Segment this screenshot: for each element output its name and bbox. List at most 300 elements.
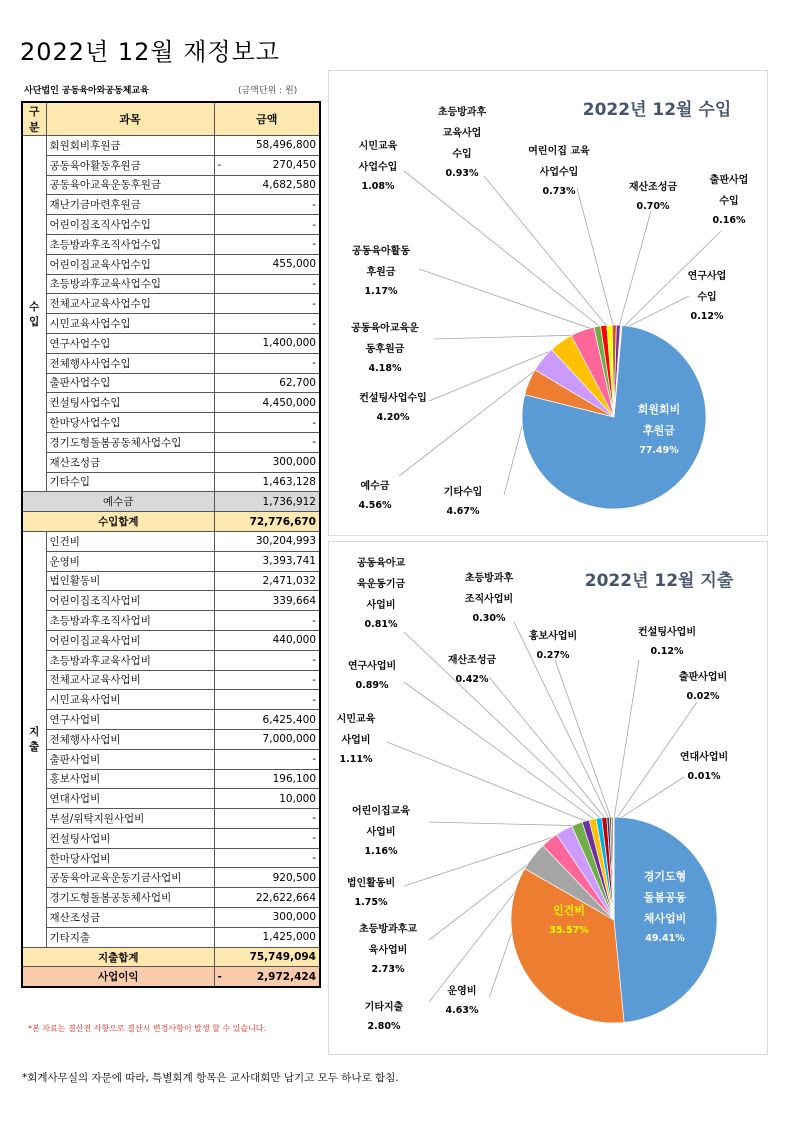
slice-label-text: 공동육아교 bbox=[356, 558, 406, 569]
expense-row bbox=[22, 531, 320, 551]
slice-label-text: 동후원금 bbox=[365, 344, 405, 355]
slice-label-text: 공동육아활동 bbox=[352, 246, 410, 257]
income-row bbox=[22, 234, 320, 254]
deposit-row bbox=[22, 492, 320, 512]
row-item: 어린이집교육사업비 bbox=[46, 630, 214, 650]
slice-label-text: 시민교육 bbox=[336, 714, 376, 725]
slice-label bbox=[629, 180, 678, 212]
slice-percent: 4.67% bbox=[446, 506, 480, 517]
amount-value: 4,450,000 bbox=[262, 396, 316, 409]
row-item: 어린이집교육사업수입 bbox=[46, 254, 214, 274]
row-item: 재산조성금 bbox=[46, 452, 214, 472]
row-amount bbox=[214, 789, 320, 809]
row-item: 시민교육사업수입 bbox=[46, 314, 214, 334]
row-amount bbox=[214, 175, 320, 195]
table-header-row bbox=[22, 102, 320, 136]
amount-value: - bbox=[312, 812, 316, 825]
income-row bbox=[22, 373, 320, 393]
slice-label bbox=[356, 556, 406, 630]
slice-percent: 0.16% bbox=[712, 215, 746, 226]
category-label: 지출 bbox=[22, 531, 46, 947]
row-amount bbox=[214, 551, 320, 571]
row-amount bbox=[214, 215, 320, 235]
slice-label bbox=[638, 625, 696, 657]
expense-row bbox=[22, 848, 320, 868]
amount-value: 455,000 bbox=[272, 258, 316, 271]
amount-value: 6,425,400 bbox=[262, 713, 316, 726]
slice-label-text: 회원회비 bbox=[637, 403, 681, 416]
row-item: 공동육아활동후원금 bbox=[46, 155, 214, 175]
leader-line bbox=[489, 677, 608, 822]
amount-value: 270,450 bbox=[272, 159, 316, 172]
amount-value: 4,682,580 bbox=[262, 178, 316, 191]
slice-label-text: 출판사업비 bbox=[678, 672, 728, 683]
row-item: 초등방과후조직사업수입 bbox=[46, 234, 214, 254]
footer-note: *회계사무실의 자문에 따라, 특별회계 항목은 교사대회만 남기고 모두 하나로 합침. bbox=[22, 1072, 399, 1084]
amount-value: - bbox=[312, 693, 316, 706]
row-item: 법인활동비 bbox=[46, 571, 214, 591]
amount-value: 7,000,000 bbox=[262, 733, 316, 746]
slice-percent: 0.30% bbox=[472, 613, 506, 624]
expense-row bbox=[22, 650, 320, 670]
slice-label-text: 돌봄공동 bbox=[643, 891, 687, 904]
row-amount bbox=[214, 234, 320, 254]
amount-value: - bbox=[312, 753, 316, 766]
slice-label-text: 컨설팅사업비 bbox=[638, 627, 696, 638]
row-amount bbox=[214, 254, 320, 274]
slice-label bbox=[347, 876, 395, 908]
row-item: 어린이집조직사업수입 bbox=[46, 215, 214, 235]
amount-value: - bbox=[312, 832, 316, 845]
slice-label-text: 경기도형 bbox=[643, 870, 687, 883]
slice-label-text: 운영비 bbox=[447, 986, 477, 997]
header-amount: 금액 bbox=[214, 102, 320, 136]
row-amount bbox=[214, 136, 320, 156]
expense-pie-chart bbox=[329, 542, 767, 1054]
income-row bbox=[22, 314, 320, 334]
leader-line bbox=[429, 822, 587, 826]
slice-label-text: 육운동기금 bbox=[356, 579, 406, 590]
chart-title: 2022년 12월 지출 bbox=[584, 571, 734, 591]
row-item: 지출합계 bbox=[22, 947, 214, 967]
leader-line bbox=[404, 632, 605, 823]
amount-value: 300,000 bbox=[272, 456, 316, 469]
amount-value: 75,749,094 bbox=[249, 951, 316, 964]
income-row bbox=[22, 393, 320, 413]
row-amount bbox=[214, 690, 320, 710]
leader-line bbox=[618, 211, 651, 330]
slice-label-text: 연대사업비 bbox=[679, 752, 729, 763]
row-item: 한마당사업수입 bbox=[46, 413, 214, 433]
income-row bbox=[22, 333, 320, 353]
expense-row bbox=[22, 630, 320, 650]
row-amount bbox=[214, 314, 320, 334]
row-item: 연대사업비 bbox=[46, 789, 214, 809]
amount-value: 1,736,912 bbox=[262, 495, 316, 508]
income-chart-panel bbox=[328, 70, 768, 536]
row-amount bbox=[214, 710, 320, 730]
slice-percent: 35.57% bbox=[549, 925, 589, 936]
expense-row bbox=[22, 571, 320, 591]
amount-value: 58,496,800 bbox=[255, 139, 316, 152]
slice-percent: 49.41% bbox=[645, 933, 685, 944]
chart-title: 2022년 12월 수입 bbox=[582, 100, 732, 120]
slice-label-text: 법인활동비 bbox=[346, 878, 396, 889]
row-amount bbox=[214, 353, 320, 373]
slice-label-text: 기타수입 bbox=[443, 487, 483, 498]
row-amount bbox=[214, 294, 320, 314]
slice-label-text: 컨설팅사업수입 bbox=[359, 393, 427, 404]
row-item: 출판사업수입 bbox=[46, 373, 214, 393]
income-row bbox=[22, 195, 320, 215]
row-item: 전체교사교육사업비 bbox=[46, 670, 214, 690]
slice-label bbox=[528, 144, 590, 197]
row-item: 시민교육사업비 bbox=[46, 690, 214, 710]
slice-label-text: 사업비 bbox=[366, 827, 396, 838]
row-item: 컨설팅사업비 bbox=[46, 828, 214, 848]
slice-label-text: 어린이집교육 bbox=[352, 806, 410, 817]
expense-row bbox=[22, 611, 320, 631]
income-row bbox=[22, 472, 320, 492]
leader-line bbox=[555, 660, 612, 822]
amount-value: 2,471,032 bbox=[262, 574, 316, 587]
amount-value: 2,972,424 bbox=[256, 970, 316, 983]
leader-line bbox=[419, 269, 598, 331]
leader-line bbox=[434, 335, 584, 339]
income-row bbox=[22, 413, 320, 433]
row-amount bbox=[214, 492, 320, 512]
amount-value: - bbox=[312, 654, 316, 667]
expense-row bbox=[22, 670, 320, 690]
slice-percent: 0.70% bbox=[636, 201, 670, 212]
expense-total-row bbox=[22, 947, 320, 967]
amount-value: 1,463,128 bbox=[262, 475, 316, 488]
slice-percent: 4.63% bbox=[445, 1005, 479, 1016]
amount-value: - bbox=[312, 436, 316, 449]
slice-percent: 1.75% bbox=[354, 897, 388, 908]
slice-percent: 0.12% bbox=[650, 646, 684, 657]
organization-name: 사단법인 공동육아와공동체교육 bbox=[24, 86, 149, 96]
amount-value: 920,500 bbox=[272, 871, 316, 884]
slice-percent: 0.01% bbox=[687, 771, 721, 782]
row-item: 초등방과후조직사업비 bbox=[46, 611, 214, 631]
row-item: 연구사업수입 bbox=[46, 333, 214, 353]
slice-label bbox=[678, 670, 727, 702]
amount-value: - bbox=[312, 317, 316, 330]
header-item: 과목 bbox=[46, 102, 214, 136]
slice-percent: 4.18% bbox=[368, 363, 402, 374]
slice-percent: 0.02% bbox=[686, 691, 720, 702]
row-item: 홍보사업비 bbox=[46, 769, 214, 789]
amount-value: 62,700 bbox=[279, 376, 316, 389]
row-item: 초등방과후교육사업수입 bbox=[46, 274, 214, 294]
amount-value: - bbox=[312, 218, 316, 231]
row-item: 운영비 bbox=[46, 551, 214, 571]
row-amount bbox=[214, 333, 320, 353]
expense-row bbox=[22, 690, 320, 710]
amount-value: 22,622,664 bbox=[255, 891, 316, 904]
slice-label bbox=[638, 402, 681, 456]
amount-value: 30,204,993 bbox=[255, 535, 316, 548]
row-amount bbox=[214, 274, 320, 294]
slice-label bbox=[365, 1000, 404, 1032]
leader-line bbox=[613, 660, 639, 822]
row-amount bbox=[214, 947, 320, 967]
income-row bbox=[22, 294, 320, 314]
slice-label bbox=[337, 712, 376, 765]
slice-label bbox=[448, 653, 497, 685]
row-amount bbox=[214, 868, 320, 888]
expense-row bbox=[22, 729, 320, 749]
slice-label-text: 체사업비 bbox=[643, 912, 687, 925]
row-item: 부설/위탁지원사업비 bbox=[46, 809, 214, 829]
profit-row bbox=[22, 967, 320, 987]
leader-line bbox=[577, 188, 614, 330]
row-item: 초등방과후교육사업비 bbox=[46, 650, 214, 670]
slice-label-text: 수입 bbox=[719, 196, 739, 207]
slice-label bbox=[680, 750, 728, 782]
amount-value: - bbox=[312, 238, 316, 251]
slice-percent: 1.11% bbox=[339, 754, 373, 765]
slice-label-text: 교육사업 bbox=[442, 128, 482, 139]
category-label: 수입 bbox=[22, 136, 46, 492]
income-row bbox=[22, 274, 320, 294]
row-amount bbox=[214, 512, 320, 532]
slice-percent: 0.93% bbox=[445, 168, 479, 179]
row-amount bbox=[214, 729, 320, 749]
negative-sign: - bbox=[217, 159, 222, 172]
row-amount bbox=[214, 848, 320, 868]
row-amount bbox=[214, 670, 320, 690]
amount-unit-note: (금액단위 : 원) bbox=[238, 86, 298, 96]
row-item: 출판사업비 bbox=[46, 749, 214, 769]
slice-label bbox=[464, 571, 514, 624]
slice-percent: 0.73% bbox=[542, 186, 576, 197]
slice-label-text: 수입 bbox=[452, 149, 472, 160]
expense-row bbox=[22, 908, 320, 928]
row-item: 전체교사교육사업수입 bbox=[46, 294, 214, 314]
row-item: 재산조성금 bbox=[46, 908, 214, 928]
income-total-row bbox=[22, 512, 320, 532]
slice-label bbox=[348, 659, 396, 691]
income-row bbox=[22, 215, 320, 235]
slice-label bbox=[359, 479, 392, 511]
slice-label-text: 출판사업 bbox=[709, 175, 749, 186]
slice-label-text: 연구사업 bbox=[687, 271, 727, 282]
slice-percent: 77.49% bbox=[639, 445, 679, 456]
expense-row bbox=[22, 868, 320, 888]
row-item: 연구사업비 bbox=[46, 710, 214, 730]
row-item: 예수금 bbox=[22, 492, 214, 512]
slice-label bbox=[352, 804, 410, 857]
header-category: 구분 bbox=[22, 102, 46, 136]
row-item: 경기도형돌봄공동체사업비 bbox=[46, 888, 214, 908]
income-row bbox=[22, 254, 320, 274]
expense-row bbox=[22, 789, 320, 809]
row-item: 컨설팅사업수입 bbox=[46, 393, 214, 413]
slice-label bbox=[688, 269, 727, 322]
slice-label-text: 수입 bbox=[697, 292, 717, 303]
income-row bbox=[22, 175, 320, 195]
row-amount bbox=[214, 769, 320, 789]
row-item: 한마당사업비 bbox=[46, 848, 214, 868]
slice-percent: 4.56% bbox=[358, 500, 392, 511]
slice-percent: 1.08% bbox=[361, 181, 395, 192]
slice-label-text: 사업수입 bbox=[539, 167, 579, 178]
income-row bbox=[22, 155, 320, 175]
slice-label-text: 기타지출 bbox=[364, 1002, 404, 1013]
row-amount bbox=[214, 828, 320, 848]
row-amount bbox=[214, 650, 320, 670]
row-item: 공동육아교육운동기금사업비 bbox=[46, 868, 214, 888]
amount-value: 1,400,000 bbox=[262, 337, 316, 350]
row-item: 경기도형돌봄공동체사업수입 bbox=[46, 432, 214, 452]
row-item: 인건비 bbox=[46, 531, 214, 551]
income-row bbox=[22, 353, 320, 373]
income-row bbox=[22, 452, 320, 472]
row-item: 사업이익 bbox=[22, 967, 214, 987]
slice-label-text: 예수금 bbox=[360, 481, 390, 492]
slice-label-text: 재산조성금 bbox=[628, 182, 678, 193]
amount-value: 10,000 bbox=[279, 792, 316, 805]
amount-value: 3,393,741 bbox=[262, 555, 316, 568]
row-amount bbox=[214, 531, 320, 551]
amount-value: - bbox=[312, 277, 316, 290]
row-amount bbox=[214, 591, 320, 611]
amount-value: 339,664 bbox=[272, 594, 316, 607]
amount-value: - bbox=[312, 357, 316, 370]
slice-percent: 0.42% bbox=[455, 674, 489, 685]
amount-value: - bbox=[312, 198, 316, 211]
leader-line bbox=[484, 176, 610, 330]
row-amount bbox=[214, 571, 320, 591]
row-item: 기타수입 bbox=[46, 472, 214, 492]
amount-value: - bbox=[312, 614, 316, 627]
amount-value: - bbox=[312, 297, 316, 310]
amount-value: 440,000 bbox=[272, 634, 316, 647]
row-amount bbox=[214, 452, 320, 472]
row-amount bbox=[214, 472, 320, 492]
slice-label-text: 초등방과후 bbox=[464, 573, 514, 584]
leader-line bbox=[614, 777, 684, 822]
slice-percent: 0.81% bbox=[364, 619, 398, 630]
row-item: 수입합계 bbox=[22, 512, 214, 532]
expense-row bbox=[22, 769, 320, 789]
amount-value: - bbox=[312, 852, 316, 865]
row-item: 기타지출 bbox=[46, 927, 214, 947]
slice-label bbox=[444, 485, 483, 517]
slice-label bbox=[358, 139, 398, 192]
disclaimer-note: *본 자료는 결산전 사항으로 결산시 변경사항이 발생 할 수 있습니다. bbox=[28, 1024, 267, 1033]
income-pie-chart bbox=[329, 71, 767, 535]
expense-row bbox=[22, 551, 320, 571]
row-amount bbox=[214, 749, 320, 769]
slice-percent: 2.73% bbox=[371, 964, 405, 975]
slice-label-text: 초등방과후교 bbox=[359, 924, 417, 935]
amount-value: 1,425,000 bbox=[262, 931, 316, 944]
row-amount bbox=[214, 155, 320, 175]
slice-label-text: 인건비 bbox=[553, 904, 585, 917]
negative-sign: - bbox=[217, 970, 222, 983]
slice-label-text: 육사업비 bbox=[368, 945, 408, 956]
slice-label-text: 후원금 bbox=[366, 267, 396, 278]
slice-percent: 0.12% bbox=[690, 311, 724, 322]
slice-percent: 1.17% bbox=[364, 286, 398, 297]
row-item: 재난기금마련후원금 bbox=[46, 195, 214, 215]
slice-label bbox=[351, 244, 410, 297]
amount-value: - bbox=[312, 416, 316, 429]
slice-percent: 4.20% bbox=[376, 412, 410, 423]
income-row bbox=[22, 432, 320, 452]
slice-percent: 1.16% bbox=[364, 846, 398, 857]
slice-label-text: 초등방과후 bbox=[437, 107, 487, 118]
row-item: 회원회비후원금 bbox=[46, 136, 214, 156]
slice-label-text: 재산조성금 bbox=[447, 655, 497, 666]
slice-percent: 0.89% bbox=[355, 680, 389, 691]
row-amount bbox=[214, 393, 320, 413]
expense-chart-panel bbox=[328, 541, 768, 1055]
expense-row bbox=[22, 927, 320, 947]
slice-label bbox=[709, 173, 749, 226]
amount-value: 300,000 bbox=[272, 911, 316, 924]
slice-label-text: 공동육아교육운 bbox=[351, 323, 419, 334]
slice-label bbox=[437, 105, 487, 179]
slice-label-text: 조직사업비 bbox=[464, 594, 514, 605]
amount-value: - bbox=[312, 673, 316, 686]
expense-row bbox=[22, 809, 320, 829]
row-amount bbox=[214, 888, 320, 908]
expense-row bbox=[22, 749, 320, 769]
slice-label bbox=[446, 984, 479, 1016]
slice-label-text: 후원금 bbox=[643, 424, 675, 437]
page-title: 2022년 12월 재정보고 bbox=[20, 38, 280, 66]
row-amount bbox=[214, 809, 320, 829]
row-amount bbox=[214, 630, 320, 650]
slice-label-text: 여린이집 교육 bbox=[528, 146, 590, 157]
row-item: 전체행사사업수입 bbox=[46, 353, 214, 373]
row-amount bbox=[214, 908, 320, 928]
row-amount bbox=[214, 373, 320, 393]
leader-line bbox=[621, 296, 689, 330]
slice-percent: 2.80% bbox=[367, 1021, 401, 1032]
slice-label bbox=[359, 391, 427, 423]
slice-label-text: 사업비 bbox=[366, 600, 396, 611]
slice-label-text: 사업비 bbox=[341, 735, 371, 746]
row-amount bbox=[214, 432, 320, 452]
amount-value: 72,776,670 bbox=[249, 515, 316, 528]
slice-percent: 0.27% bbox=[536, 650, 570, 661]
row-amount bbox=[214, 927, 320, 947]
slice-label bbox=[350, 321, 419, 374]
expense-row bbox=[22, 710, 320, 730]
row-item: 전체행사사업비 bbox=[46, 729, 214, 749]
row-amount bbox=[214, 413, 320, 433]
row-amount bbox=[214, 195, 320, 215]
slice-label-text: 홍보사업비 bbox=[528, 631, 578, 642]
slice-label bbox=[358, 922, 417, 975]
row-item: 어린이집조직사업비 bbox=[46, 591, 214, 611]
income-row bbox=[22, 136, 320, 156]
slice-label-text: 시민교육 bbox=[358, 141, 398, 152]
expense-row bbox=[22, 888, 320, 908]
row-item: 공동육아교육운동후원금 bbox=[46, 175, 214, 195]
pie-slices bbox=[522, 325, 706, 509]
finance-table bbox=[21, 101, 321, 988]
slice-label bbox=[528, 629, 577, 661]
slice-label-text: 연구사업비 bbox=[347, 661, 397, 672]
row-amount bbox=[214, 611, 320, 631]
amount-value: 196,100 bbox=[272, 772, 316, 785]
